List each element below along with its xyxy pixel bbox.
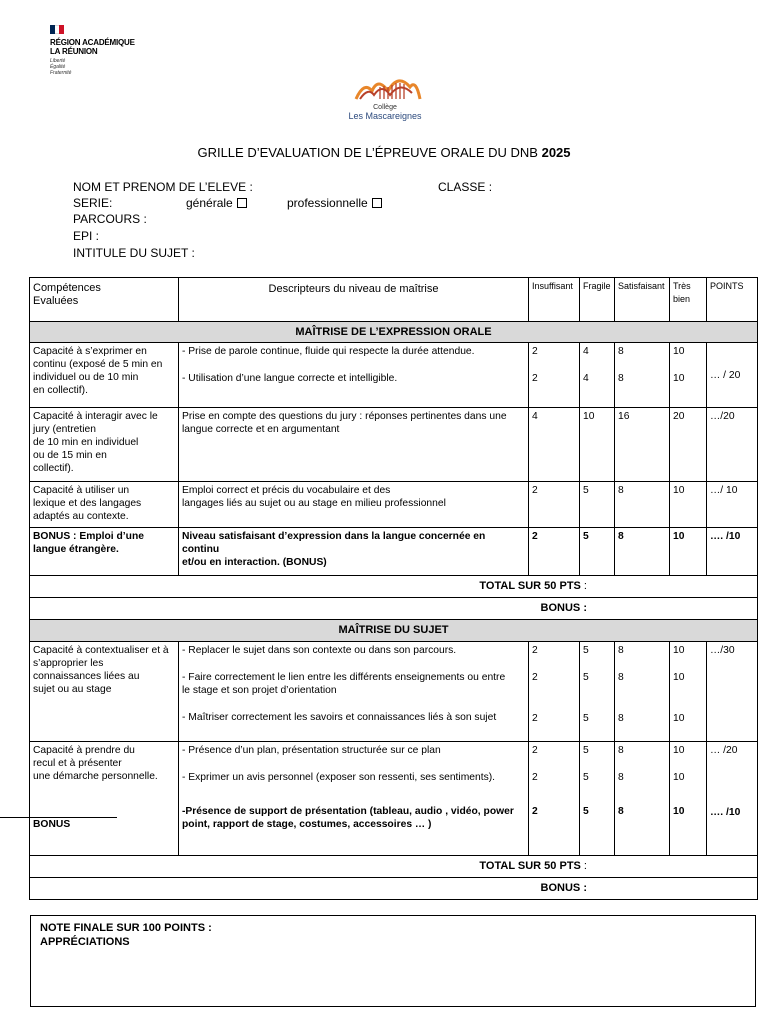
insuffisant-cell [529, 343, 580, 408]
desc-line: - Prise de parole continue, fluide qui respecte la durée attendue. [182, 346, 475, 357]
points-cell[interactable]: …/ 10 [707, 482, 758, 528]
serie-professionnelle-option[interactable] [287, 196, 382, 210]
score: 5 [583, 645, 589, 656]
tres-bien-cell [670, 343, 707, 408]
table-row [30, 742, 758, 856]
score: 2 [532, 346, 538, 357]
motto-fraternite: Fraternité [50, 70, 72, 76]
fragile-cell [580, 343, 615, 408]
college-small-label: Collège [373, 104, 397, 111]
competence-cell [30, 742, 179, 856]
score: 5 [583, 713, 589, 724]
total-suffix: : [580, 580, 587, 592]
header-satisfaisant: Satisfaisant [615, 278, 670, 322]
comp-line: ou de 15 min en [33, 450, 107, 461]
score: 5 [583, 672, 589, 683]
points-cell[interactable]: …/30 [707, 642, 758, 742]
tres-bien-cell: 10 [670, 528, 707, 576]
desc-line: Prise en compte des questions du jury : réponses pertinentes dans une [182, 411, 507, 422]
desc-bonus-line: point, rapport de stage, costumes, accessoires … ) [182, 819, 432, 830]
descripteur-cell [179, 343, 529, 408]
tres-bien-cell [670, 742, 707, 856]
score: 2 [532, 645, 538, 656]
comp-line: lexique et des langages [33, 498, 142, 509]
insuffisant-cell [529, 642, 580, 742]
desc-line: langages liés au sujet ou au stage en milieu professionnel [182, 498, 446, 509]
score: 10 [673, 806, 685, 817]
score: 2 [532, 672, 538, 683]
classe-label: CLASSE : [438, 180, 493, 194]
score: 8 [618, 772, 624, 783]
comp-line: langue étrangère. [33, 544, 119, 555]
total-row-1 [30, 576, 758, 598]
score: 2 [532, 772, 538, 783]
insuffisant-cell: 4 [529, 408, 580, 482]
header-insuffisant: Insuffisant [529, 278, 580, 322]
desc-line: langue correcte et en argumentant [182, 424, 340, 435]
satisfaisant-cell: 16 [615, 408, 670, 482]
score: 5 [583, 806, 589, 817]
tres-bien-cell: 20 [670, 408, 707, 482]
comp-line: connaissances liées au [33, 671, 140, 682]
bonus-row-1: BONUS : [30, 598, 758, 620]
score: 8 [618, 745, 624, 756]
points-bonus-value[interactable]: …. /10 [710, 807, 741, 818]
final-note-label: NOTE FINALE SUR 100 POINTS : [40, 922, 212, 934]
desc-line: le stage et son projet d’orientation [182, 685, 337, 696]
table-header-row [30, 278, 758, 322]
region-line-2: LA RÉUNION [50, 47, 98, 56]
table-row [30, 343, 758, 408]
desc-bonus-line: -Présence de support de présentation (tableau, audio , vidéo, power [182, 806, 514, 817]
comp-line: adaptés au contexte. [33, 511, 129, 522]
table-row-bonus [30, 528, 758, 576]
comp-line: sujet ou au stage [33, 684, 112, 695]
desc-line: - Faire correctement le lien entre les différents enseignements ou entre [182, 672, 506, 683]
comp-line: Capacité à prendre du [33, 745, 135, 756]
score: 10 [673, 772, 685, 783]
comp-line: s’approprier les [33, 658, 104, 669]
descripteur-cell [179, 408, 529, 482]
score: 10 [673, 713, 685, 724]
score: 4 [583, 346, 589, 357]
score: 2 [532, 806, 538, 817]
tres-bien-cell [670, 642, 707, 742]
generale-label: générale [186, 196, 233, 210]
insuffisant-cell [529, 742, 580, 856]
intitule-label: INTITULE DU SUJET : [73, 246, 195, 260]
points-cell[interactable]: … / 20 [707, 343, 758, 408]
descripteur-cell [179, 528, 529, 576]
descripteur-cell [179, 642, 529, 742]
comp-line: en collectif). [33, 385, 88, 396]
points-value[interactable]: … /20 [710, 745, 738, 756]
comp-line: collectif). [33, 463, 74, 474]
desc-line: et/ou en interaction. (BONUS) [182, 557, 327, 568]
desc-line: - Exprimer un avis personnel (exposer son ressenti, ses sentiments). [182, 772, 496, 783]
comp-line: recul et à présenter [33, 758, 122, 769]
professionnelle-checkbox[interactable] [372, 198, 382, 208]
desc-line: - Utilisation d’une langue correcte et intelligible. [182, 373, 398, 384]
comp-line: de 10 min en individuel [33, 437, 139, 448]
section-maitrise-sujet: MAÎTRISE DU SUJET [30, 620, 758, 642]
competence-cell [30, 343, 179, 408]
serie-label: SERIE: [73, 196, 113, 210]
fragile-cell [580, 742, 615, 856]
header-points: POINTS [707, 278, 758, 322]
title-main: GRILLE D’EVALUATION DE L’ÉPREUVE ORALE DU DNB [197, 145, 542, 160]
score: 2 [532, 713, 538, 724]
fragile-cell [580, 642, 615, 742]
comp-line: Capacité à contextualiser et à [33, 645, 169, 656]
comp-line: une démarche personnelle. [33, 771, 158, 782]
score: 8 [618, 672, 624, 683]
desc-line: - Présence d’un plan, présentation structurée sur ce plan [182, 745, 441, 756]
college-arch-icon [340, 73, 430, 101]
score: 5 [583, 772, 589, 783]
tres-bien-cell: 10 [670, 482, 707, 528]
comp-line: Capacité à interagir avec le [33, 411, 158, 422]
comp-line: jury (entretien [33, 424, 96, 435]
professionnelle-label: professionnelle [287, 196, 368, 210]
fragile-cell: 5 [580, 528, 615, 576]
total-label: TOTAL SUR 50 PTS [479, 580, 581, 592]
score: 4 [583, 373, 589, 384]
competence-cell [30, 482, 179, 528]
evaluation-grid [29, 277, 758, 900]
header-tres: Très [673, 281, 691, 291]
points-cell[interactable]: …. /10 [707, 528, 758, 576]
descripteur-cell [179, 482, 529, 528]
region-academique-logo [50, 25, 145, 93]
score: 10 [673, 373, 685, 384]
page-title [0, 145, 768, 160]
header-competences-line1: Compétences [33, 282, 101, 294]
desc-line: Emploi correct et précis du vocabulaire et des [182, 485, 391, 496]
comp-line: BONUS : Emploi d’une [33, 531, 144, 542]
table-row [30, 642, 758, 742]
score: 8 [618, 373, 624, 384]
generale-checkbox[interactable] [237, 198, 247, 208]
motto-egalite: Égalité [50, 64, 66, 70]
desc-line: Niveau satisfaisant d’expression dans la langue concernée en continu [182, 531, 486, 555]
nom-label: NOM ET PRENOM DE L’ELEVE : [73, 180, 253, 194]
region-line-1: RÉGION ACADÉMIQUE [50, 38, 135, 47]
total-suffix: : [580, 860, 587, 872]
points-cell[interactable]: …/20 [707, 408, 758, 482]
title-year: 2025 [541, 145, 571, 160]
competence-cell [30, 642, 179, 742]
motto-liberte: Liberté [50, 58, 66, 64]
desc-line: - Maîtriser correctement les savoirs et connaissances liés à son sujet [182, 712, 497, 723]
score: 10 [673, 745, 685, 756]
satisfaisant-cell [615, 642, 670, 742]
final-note-box[interactable] [30, 915, 756, 1007]
score: 2 [532, 373, 538, 384]
score: 10 [673, 645, 685, 656]
score: 8 [618, 806, 624, 817]
header-descripteurs: Descripteurs du niveau de maîtrise [179, 278, 529, 322]
header-competences-line2: Evaluées [33, 295, 79, 307]
insuffisant-cell: 2 [529, 482, 580, 528]
points-cell[interactable] [707, 742, 758, 856]
fragile-cell: 5 [580, 482, 615, 528]
french-flag-icon [50, 25, 64, 34]
comp-line: individuel ou de 10 min [33, 372, 139, 383]
fragile-cell: 10 [580, 408, 615, 482]
table-row [30, 482, 758, 528]
score: 10 [673, 672, 685, 683]
college-name: Les Mascareignes [348, 111, 422, 121]
desc-line: - Replacer le sujet dans son contexte ou dans son parcours. [182, 645, 457, 656]
table-row [30, 408, 758, 482]
bonus-row-2: BONUS : [30, 878, 758, 900]
satisfaisant-cell [615, 343, 670, 408]
comp-bonus-label: BONUS [33, 819, 71, 830]
score: 8 [618, 713, 624, 724]
divider-line [0, 817, 117, 818]
descripteur-cell [179, 742, 529, 856]
total-label: TOTAL SUR 50 PTS [479, 860, 581, 872]
appreciations-label: APPRÉCIATIONS [40, 936, 130, 948]
comp-line: Capacité à s’exprimer en [33, 346, 147, 357]
college-logo [340, 73, 430, 123]
header-tres-bien [670, 278, 707, 322]
header-fragile: Fragile [580, 278, 615, 322]
score: 2 [532, 745, 538, 756]
satisfaisant-cell: 8 [615, 528, 670, 576]
total-row-2 [30, 856, 758, 878]
score: 8 [618, 645, 624, 656]
serie-generale-option[interactable] [186, 196, 247, 210]
score: 5 [583, 745, 589, 756]
section-expression-orale: MAÎTRISE DE L’EXPRESSION ORALE [30, 322, 758, 343]
score: 10 [673, 346, 685, 357]
insuffisant-cell: 2 [529, 528, 580, 576]
header-competences [30, 278, 179, 322]
epi-label: EPI : [73, 229, 100, 243]
parcours-label: PARCOURS : [73, 212, 147, 226]
satisfaisant-cell [615, 742, 670, 856]
competence-cell [30, 528, 179, 576]
header-bien: bien [673, 294, 691, 304]
comp-line: continu (exposé de 5 min en [33, 359, 163, 370]
score: 8 [618, 346, 624, 357]
competence-cell [30, 408, 179, 482]
satisfaisant-cell: 8 [615, 482, 670, 528]
comp-line: Capacité à utiliser un [33, 485, 130, 496]
